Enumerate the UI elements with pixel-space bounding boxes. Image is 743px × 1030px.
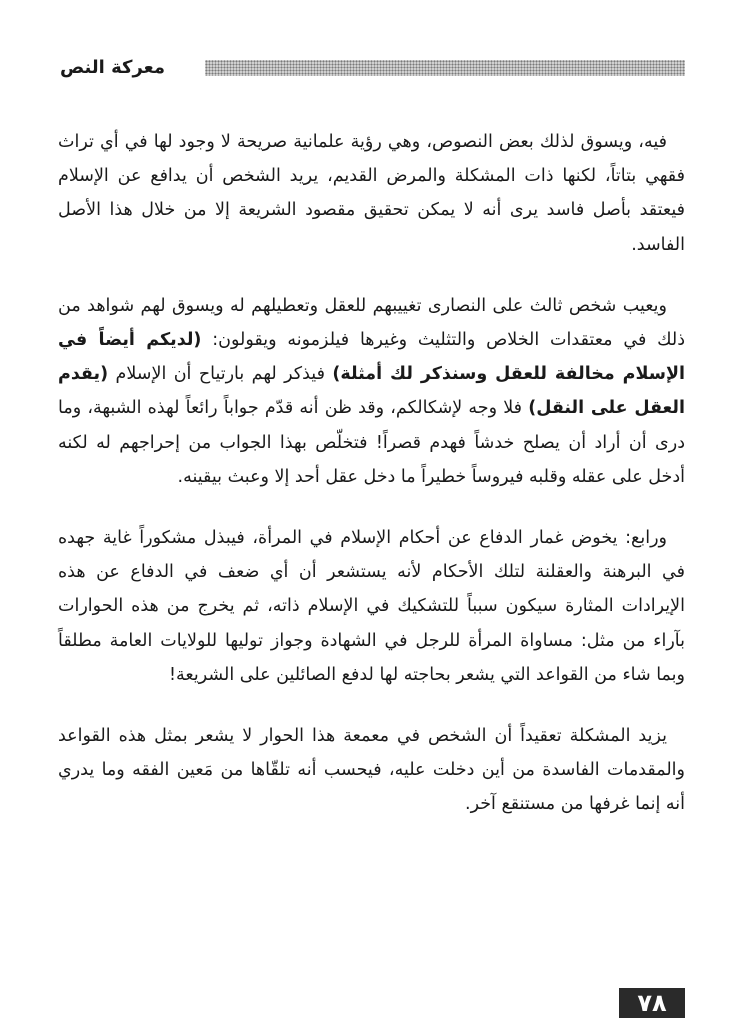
bold-quote: (يقدم العقل على النقل)	[58, 364, 686, 419]
page-number: ٧٨	[619, 988, 685, 1018]
header-decorative-bar	[205, 60, 685, 76]
body-paragraph	[58, 521, 685, 692]
header-title: معركة النص	[60, 57, 165, 78]
paragraph-text: يزيد المشكلة تعقيداً أن الشخص في معمعة هذا الحوار لا يشعر بمثل هذه القواعد والمقدمات الفاسدة من أين دخلت عليه، فيحسب أنه تلقّاها من مَعين الفقه وما يدري أنه إنما غرفها من مستنقع آخر.	[58, 726, 685, 815]
paragraph-text: فلا وجه لإشكالكم، وقد ظن أنه قدّم جواباً رائعاً لهذه الشبهة، وما درى أن أراد أن يصلح خدشاً فهدم قصراً! فتخلّص بهذا الجواب من إحراجهم له لكنه أدخل على عقله وقلبه فيروساً خطيراً ما دخل عقل أحد إلا وعبث بيقينه.	[58, 398, 685, 487]
paragraph-text: فيذكر لهم بارتياح أن الإسلام	[108, 364, 333, 385]
page-body	[58, 125, 685, 849]
bold-quote: (لديكم أيضاً في الإسلام مخالفة للعقل وسنذكر لك أمثلة)	[58, 330, 686, 385]
body-paragraph	[58, 289, 685, 494]
paragraph-text: فيه، ويسوق لذلك بعض النصوص، وهي رؤية علمانية صريحة لا وجود لها في أي تراث فقهي بتاتاً، لكنها ذات المشكلة والمرض القديم، يريد الشخص أن يدافع عن الإسلام فيعتقد بأصل فاسد يرى أنه لا يمكن تحقيق مقصود الشريعة إلا من خلال هذا الأصل الفاسد.	[58, 132, 685, 255]
paragraph-text: ورابع: يخوض غمار الدفاع عن أحكام الإسلام في المرأة، فيبذل مشكوراً غاية جهده في البرهنة والعقلنة لتلك الأحكام لأنه يستشعر أن أي ضعف في الدفاع عن هذه الإيرادات المثارة سيكون سبباً للتشكيك في الإسلام ذاته، ثم يخرج من هذه الحوارات بآراء من مثل: مساواة المرأة للرجل في الشهادة وجواز توليها للولايات العامة مطلقاً وبما شاء من القواعد التي يشعر بحاجته لها لدفع الصائلين على الشريعة!	[58, 528, 685, 685]
paragraph-text: ويعيب شخص ثالث على النصارى تغييبهم للعقل وتعطيلهم له ويسوق لهم شواهد من ذلك في معتقدات الخلاص والتثليث وغيرها فيلزمونه ويقولون:	[58, 295, 685, 351]
body-paragraph	[58, 125, 685, 262]
running-header	[60, 56, 685, 80]
body-paragraph	[58, 719, 685, 822]
